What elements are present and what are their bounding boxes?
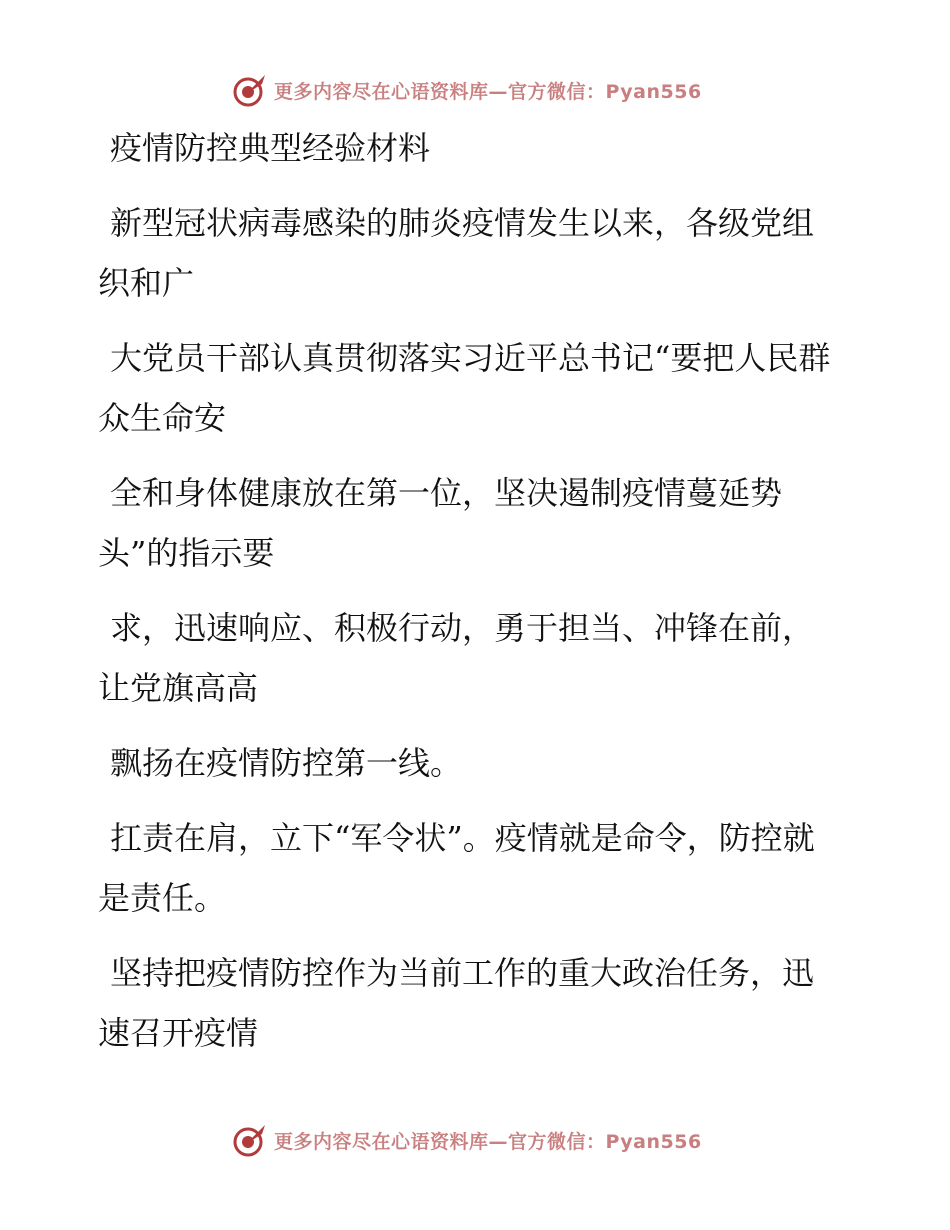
header-banner: [232, 70, 702, 110]
paragraph: 坚持把疫情防控作为当前工作的重大政治任务，迅速召开疫情: [98, 954, 815, 1052]
paragraph: 求，迅速响应、积极行动，勇于担当、冲锋在前，让党旗高高: [98, 609, 815, 707]
paragraph: 新型冠状病毒感染的肺炎疫情发生以来，各级党组织和广: [98, 204, 815, 302]
paragraph: 大党员干部认真贯彻落实习近平总书记“要把人民群众生命安: [98, 339, 831, 437]
paragraph: 飘扬在疫情防控第一线。: [110, 744, 463, 782]
quill-circle-logo-icon: [232, 72, 268, 108]
paragraph: 扛责在肩，立下“军令状”。疫情就是命令，防控就是责任。: [98, 819, 815, 917]
quill-circle-logo-icon: [232, 1122, 268, 1158]
footer-banner: [232, 1120, 702, 1160]
header-banner-text: 更多内容尽在心语资料库—官方微信：Pyan556: [274, 80, 702, 103]
document-title: 疫情防控典型经验材料: [110, 129, 431, 167]
footer-banner-text: 更多内容尽在心语资料库—官方微信：Pyan556: [274, 1130, 702, 1153]
paragraph: 全和身体健康放在第一位，坚决遏制疫情蔓延势头”的指示要: [98, 474, 783, 572]
document-body: [98, 118, 838, 1078]
